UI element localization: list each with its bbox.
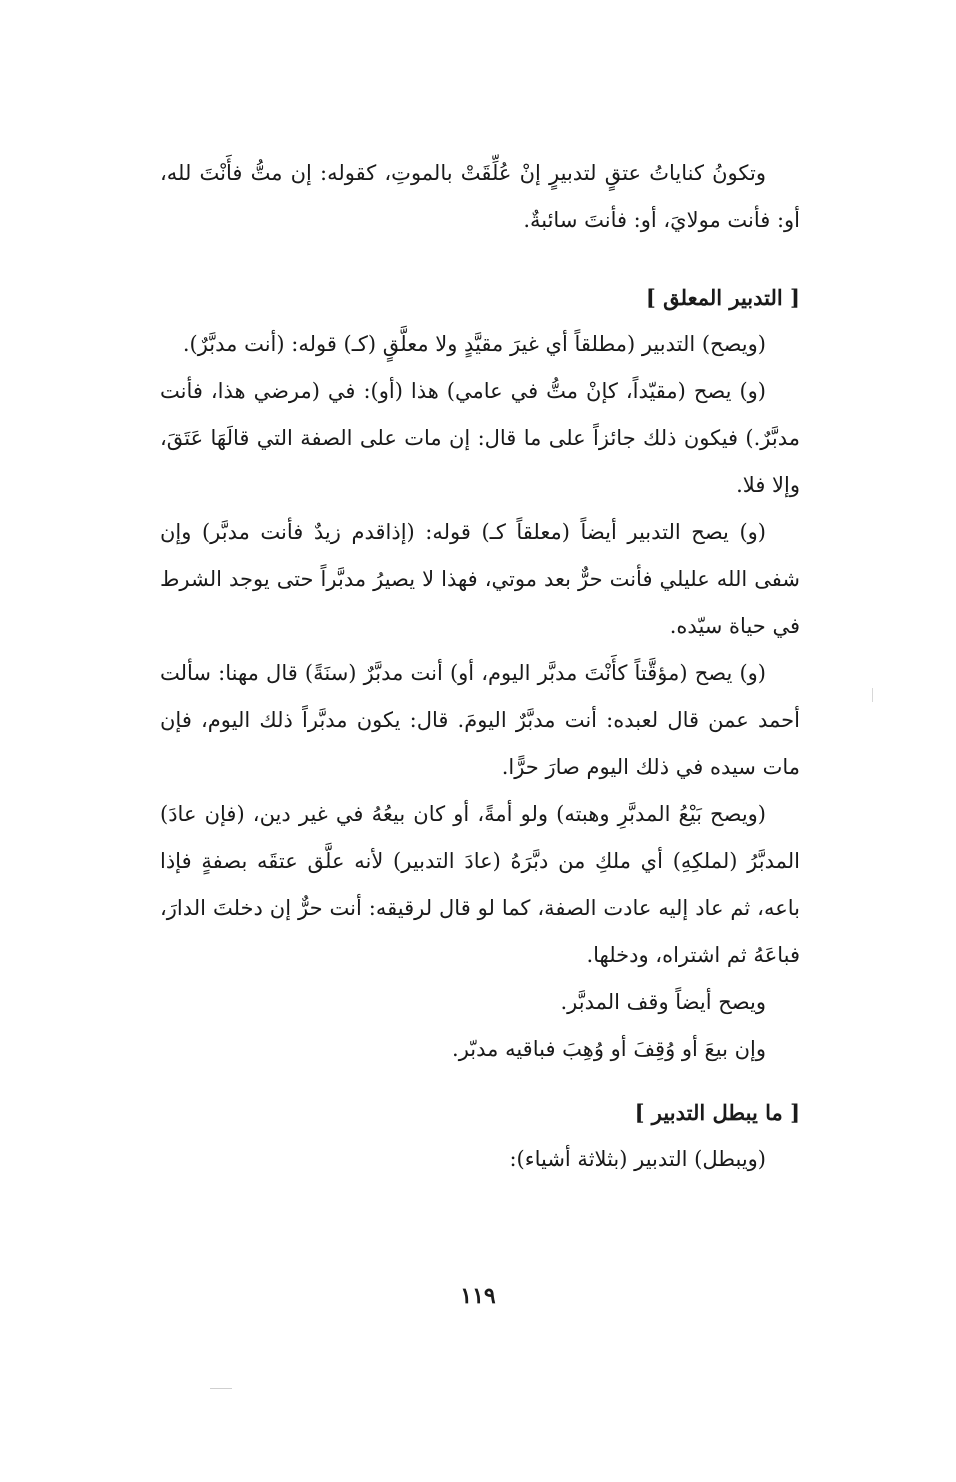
paragraph: ويصح أيضاً وقف المدبَّر. [560,990,766,1014]
scan-mark [872,688,873,702]
spacer [160,244,800,274]
scan-mark [210,1388,232,1389]
paragraph: (ويبطل) التدبير (بثلاثة أشياء): [509,1147,766,1171]
spacer [160,1073,800,1089]
paragraph: (و) يصح التدبير أيضاً (معلقاً كـ) قوله: (إذاقدم زيدٌ فأنت مدبَّر) وإن شفى الله عليلي فأنت حرٌّ بعد موتي، فهذا لا يصيرُ مدبَّراً حتى يوجد الشرط في حياة سيّده. [160,520,800,638]
section-heading-tadbir-nullifiers: [ ما يبطل التدبير ] [634,1100,800,1125]
paragraph: (ويصح بَيْعُ المدبَّرِ وهبته) ولو أمةً، أو كان بيعُهُ في غير دين، (فإن عادَ) المدبَّرُ (لملكِهِ) أي ملكِ من دبَّرَهُ (عادَ التدبير) لأنه علَّق عتقَه بصفةٍ فإذا باعه، ثم عاد إليه عادت الصفة، كما لو قال لرقيقه: أنت حرٌّ إن دخلتَ الدارَ، فباعَهُ ثم اشتراه، ودخلها. [160,802,800,967]
page-number: ١١٩ [460,1283,496,1309]
page-body [160,150,800,1183]
paragraph: (و) يصح (مقيّداً، كإنْ متُّ في عامي) هذا (أو): في (مرضي هذا، فأنت مدبَّرٌ.) فيكون ذلك جائزاً على ما قال: إن مات على الصفة التي قالَهَا عَتَقَ، وإلا فلا. [160,379,800,497]
section-heading-conditional-tadbir: [ التدبير المعلق ] [645,285,800,310]
paragraph: (ويصح) التدبير (مطلقاً أي غيرَ مقيَّدٍ ولا معلَّقٍ (كـ) قوله: (أنت مدبَّرٌ). [182,332,766,356]
paragraph: وإن بيعَ أو وُقِفَ أو وُهِبَ فباقيه مدبّر. [452,1037,766,1061]
paragraph: (و) يصح (مؤقَّتاً كأَنْتَ مدبَّر اليوم، أو) أنت مدبَّرٌ (سنَةً) قال مهنا: سألت أحمد عمن قال لعبده: أنت مدبَّرٌ اليومَ. قال: يكون مدبَّراً ذلك اليوم، فإن مات سيده في ذلك اليوم صارَ حرًّا. [160,661,800,779]
paragraph-intro: وتكونُ كناياتُ عتقٍ لتدبيرٍ إنْ عُلِّقَتْ بالموتِ، كقوله: إن متُّ فأَنْتَ لله، أو: فأنت مولايَ، أو: فأنتَ سائبةٌ. [160,161,800,232]
